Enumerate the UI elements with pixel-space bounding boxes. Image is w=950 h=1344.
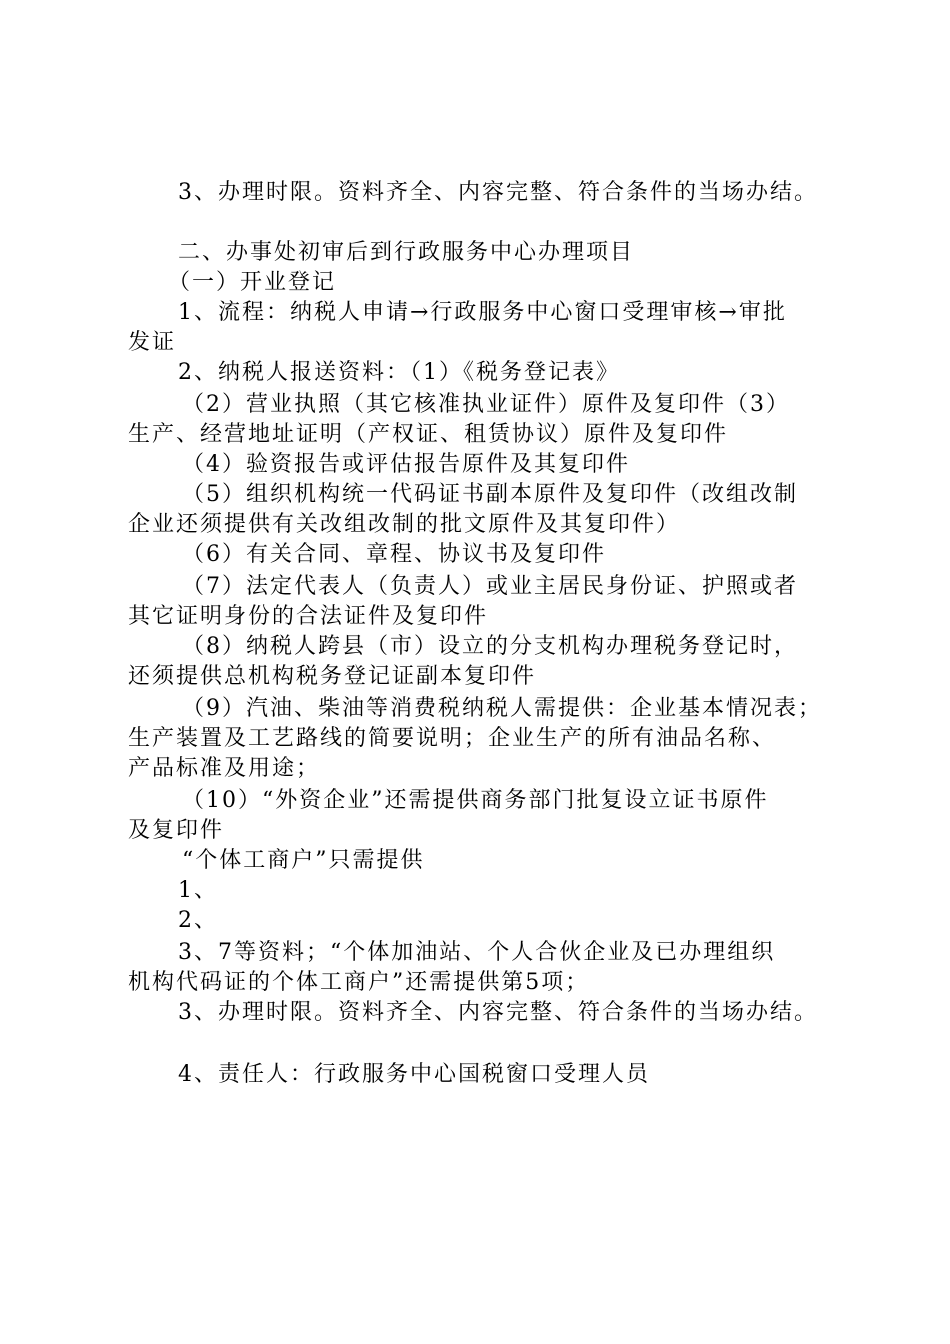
section-heading-2: 二、办事处初审后到行政服务中心办理项目 (178, 240, 635, 265)
text-line-process: 1、流程：纳税人申请→行政服务中心窗口受理审核→审批 (178, 300, 787, 325)
text-line-item-10-cont: 及复印件 (128, 818, 225, 843)
text-line-list-2: 2、 (178, 908, 218, 933)
text-line-responsible: 4、责任人：行政服务中心国税窗口受理人员 (178, 1062, 650, 1087)
text-line-list-3-cont: 机构代码证的个体工商户”还需提供第5项； (128, 970, 590, 995)
text-line-item-9-cont2: 产品标准及用途； (128, 756, 321, 781)
text-line-individual: “个体工商户”只需提供 (182, 848, 425, 873)
text-line-time-limit-2: 3、办理时限。资料齐全、内容完整、符合条件的当场办结。 (178, 1000, 818, 1025)
text-line-list-1: 1、 (178, 878, 218, 903)
text-line-time-limit-1: 3、办理时限。资料齐全、内容完整、符合条件的当场办结。 (178, 180, 818, 205)
text-line-item-10: （10）“外资企业”还需提供商务部门批复设立证书原件 (182, 788, 769, 813)
text-line-item-8: （8）纳税人跨县（市）设立的分支机构办理税务登记时， (182, 634, 798, 659)
text-line-item-2: （2）营业执照（其它核准执业证件）原件及复印件（3） (182, 392, 790, 417)
text-line-materials: 2、纳税人报送资料：（1）《税务登记表》 (178, 360, 620, 385)
text-line-item-7-cont: 其它证明身份的合法证件及复印件 (128, 604, 489, 629)
text-line-item-9: （9）汽油、柴油等消费税纳税人需提供：企业基本情况表； (182, 696, 822, 721)
text-line-item-2-cont: 生产、经营地址证明（产权证、租赁协议）原件及复印件 (128, 422, 729, 447)
text-line-item-7: （7）法定代表人（负责人）或业主居民身份证、护照或者 (182, 574, 798, 599)
text-line-item-4: （4）验资报告或评估报告原件及其复印件 (182, 452, 630, 477)
text-line-item-6: （6）有关合同、章程、协议书及复印件 (182, 542, 606, 567)
text-line-item-5: （5）组织机构统一代码证书副本原件及复印件（改组改制 (182, 482, 798, 507)
text-line-item-9-cont: 生产装置及工艺路线的简要说明；企业生产的所有油品名称、 (128, 726, 777, 751)
text-line-list-3: 3、7等资料；“个体加油站、个人合伙企业及已办理组织 (178, 940, 776, 965)
subsection-heading-1: （一）开业登记 (168, 270, 337, 295)
text-line-item-5-cont: 企业还须提供有关改组改制的批文原件及其复印件） (128, 512, 681, 537)
text-line-process-cont: 发证 (128, 330, 177, 355)
text-line-item-8-cont: 还须提供总机构税务登记证副本复印件 (128, 664, 537, 689)
